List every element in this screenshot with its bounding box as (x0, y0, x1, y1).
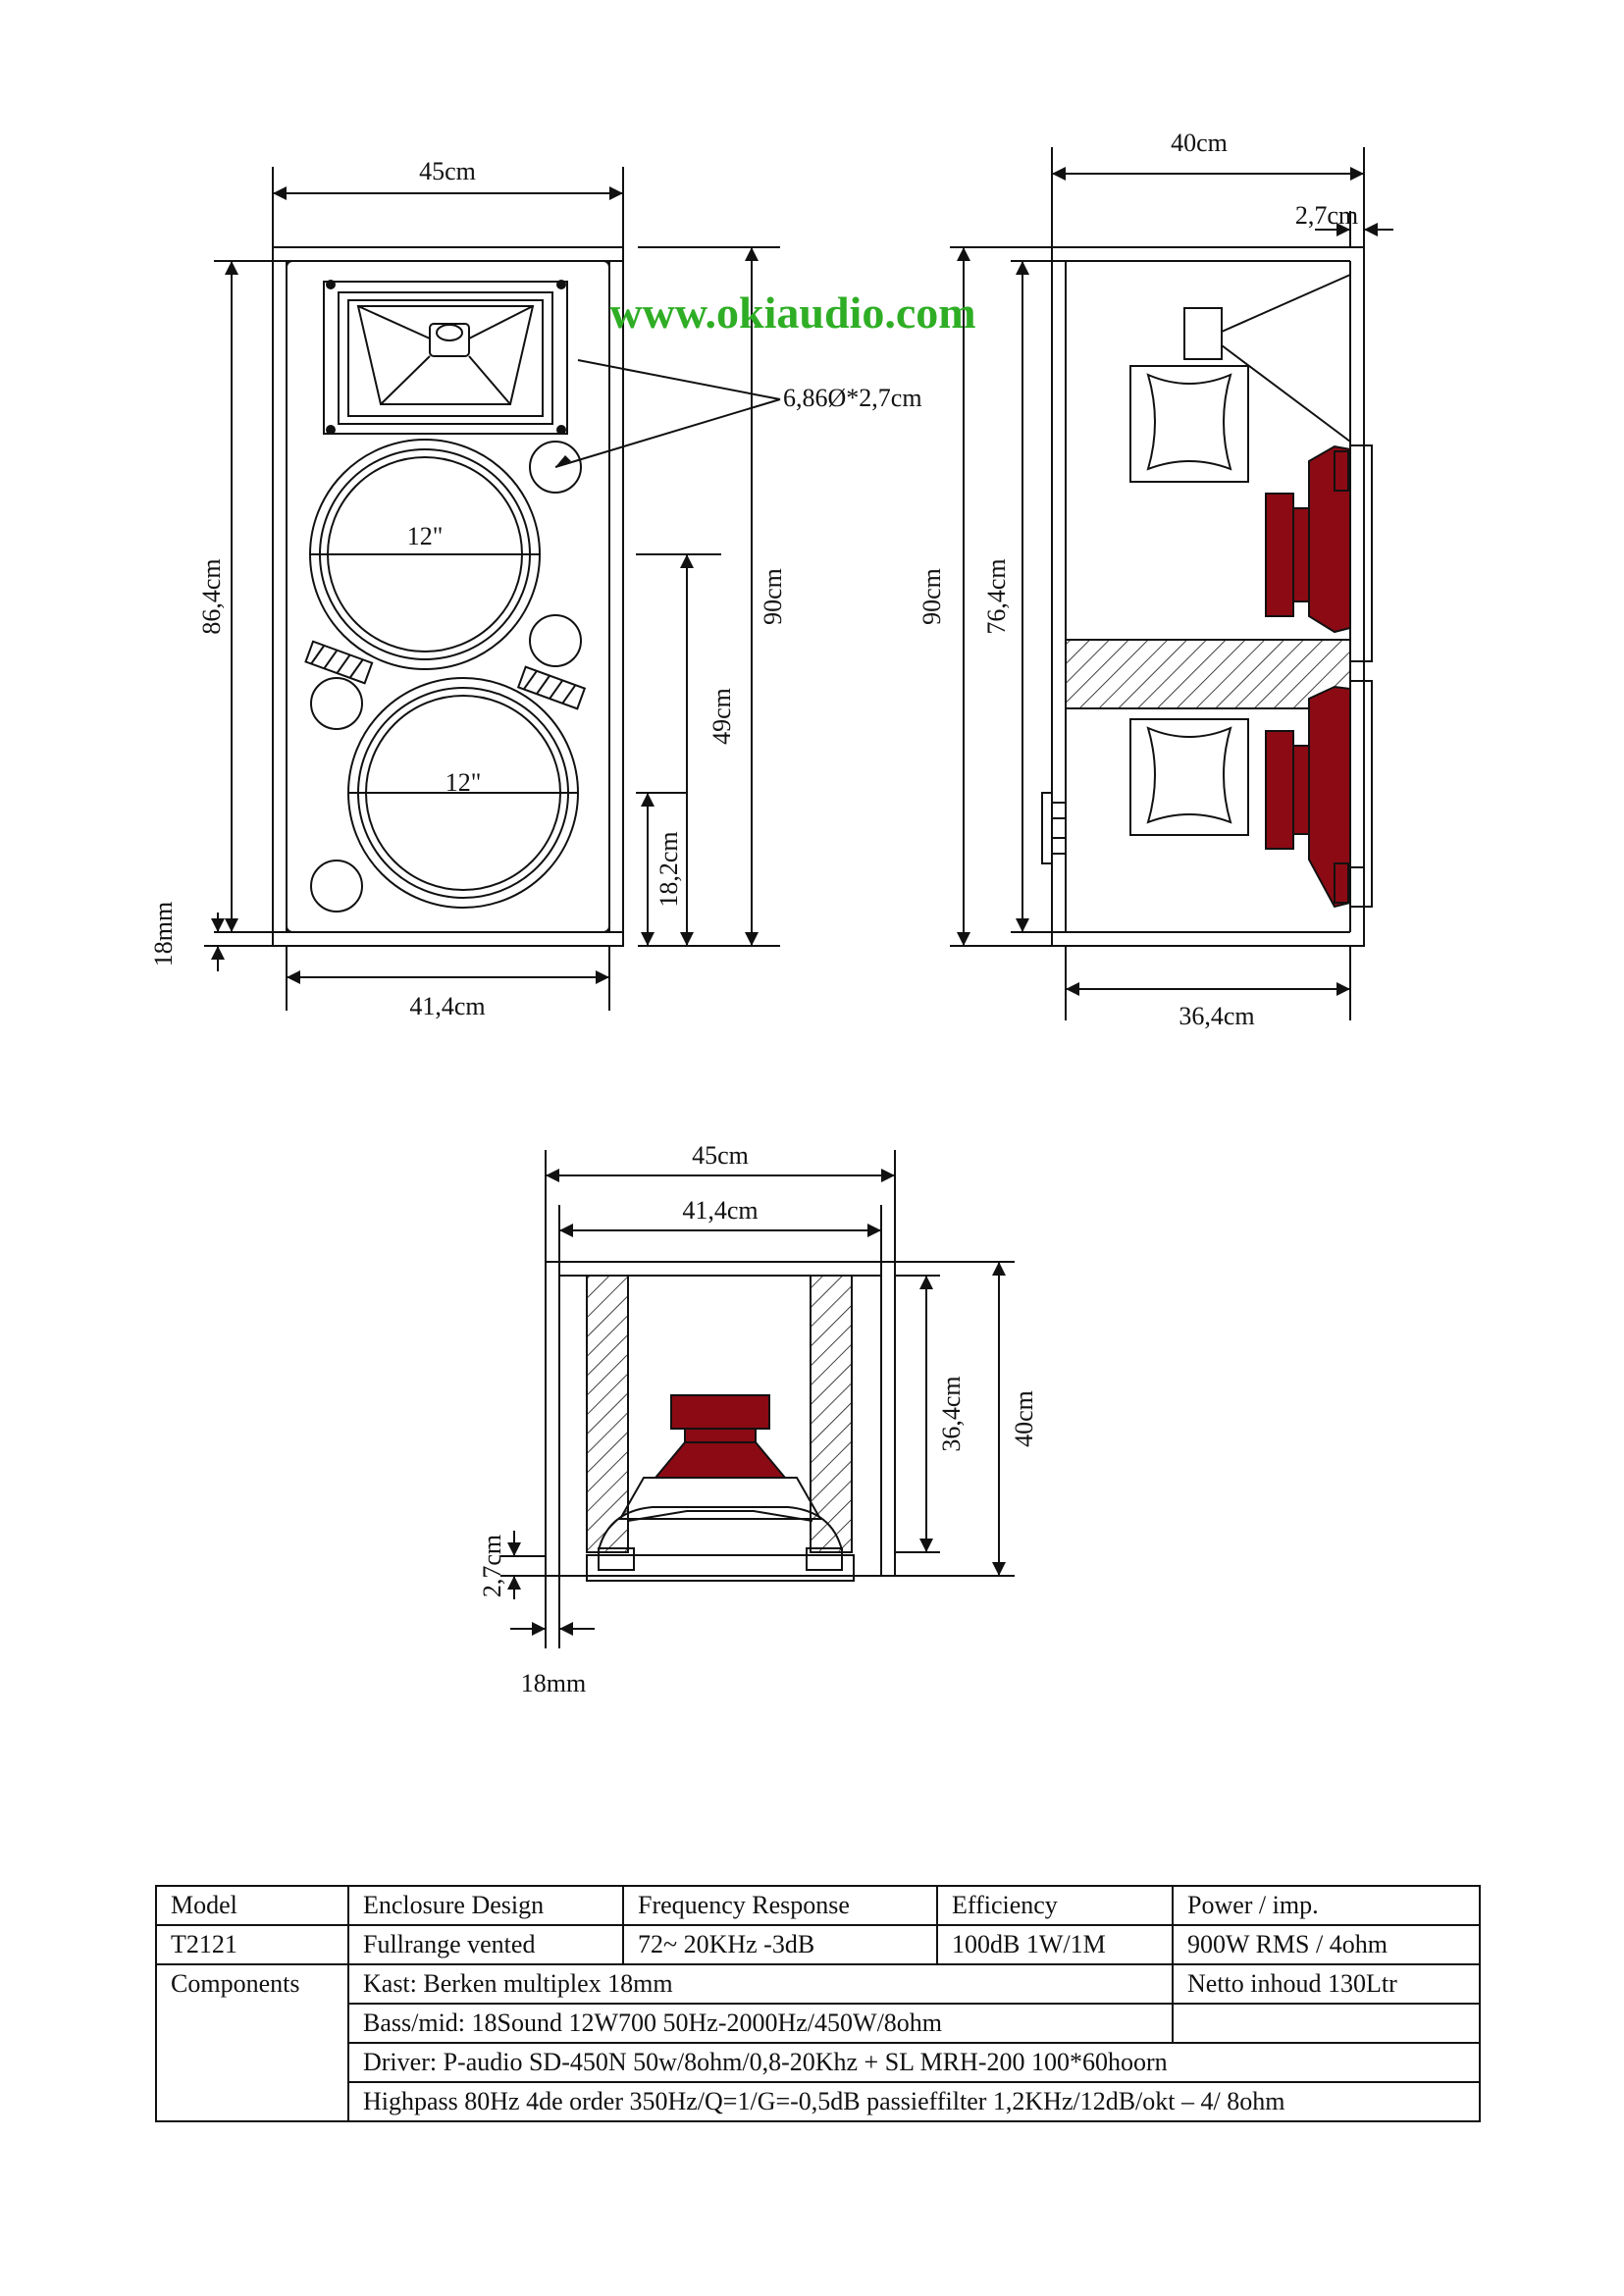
front-width-outer-label: 45cm (419, 157, 476, 185)
side-depth-outer-label: 40cm (1171, 129, 1228, 157)
top-baffle-recess-label: 2,7cm (478, 1534, 506, 1598)
port-spec-leader (578, 360, 780, 399)
value-frequency: 72~ 20KHz -3dB (623, 1925, 937, 1964)
woofer-bottom-size-label: 12" (445, 768, 482, 797)
side-view (950, 147, 1393, 1020)
component-driver: Driver: P-audio SD-450N 50w/8ohm/0,8-20Khz + SL MRH-200 100*60hoorn (348, 2043, 1480, 2082)
woofer-top-size-label: 12" (406, 522, 444, 550)
port-bottom-left (311, 861, 362, 912)
handle-left (306, 642, 373, 684)
components-row-driver (156, 2043, 1480, 2082)
internal-shelf (1066, 640, 1350, 708)
woofer-bottom-side (1266, 687, 1350, 907)
value-model: T2121 (156, 1925, 348, 1964)
handle-right (518, 667, 585, 709)
side-height-inner-label: 76,4cm (982, 558, 1011, 635)
header-enclosure: Enclosure Design (348, 1886, 623, 1925)
compression-driver (1184, 308, 1222, 359)
side-brace-left (587, 1276, 628, 1552)
component-bass-mid: Bass/mid: 18Sound 12W700 50Hz-2000Hz/450W/8ohm (348, 2004, 1173, 2043)
top-depth-inner-label: 36,4cm (937, 1376, 966, 1452)
top-width-inner-label: 41,4cm (682, 1196, 759, 1225)
components-row-bass (156, 2004, 1480, 2043)
header-model: Model (156, 1886, 348, 1925)
side-height-outer-label: 90cm (917, 568, 946, 625)
port-spec-label: 6,86Ø*2,7cm (783, 384, 922, 412)
header-frequency: Frequency Response (623, 1886, 937, 1925)
header-efficiency: Efficiency (937, 1886, 1173, 1925)
value-enclosure: Fullrange vented (348, 1925, 623, 1964)
top-width-outer-label: 45cm (692, 1141, 749, 1170)
value-efficiency: 100dB 1W/1M (937, 1925, 1173, 1964)
front-port-upper-label: 49cm (707, 688, 736, 745)
top-depth-outer-label: 40cm (1010, 1390, 1038, 1447)
side-depth-inner-label: 36,4cm (1179, 1002, 1255, 1030)
port-mid-left (311, 678, 362, 729)
port-mid-right (530, 615, 581, 666)
front-height-inner-label: 86,4cm (197, 558, 226, 635)
component-volume: Netto inhoud 130Ltr (1173, 1964, 1480, 2004)
front-height-outer-label: 90cm (759, 568, 787, 625)
woofer-top (310, 440, 540, 669)
components-row-cabinet (156, 1964, 1480, 2004)
components-label: Components (156, 1964, 348, 2121)
specs-table (155, 1885, 1481, 2122)
value-power: 900W RMS / 4ohm (1173, 1925, 1480, 1964)
front-outer-cabinet (273, 247, 623, 946)
front-width-inner-label: 41,4cm (409, 992, 486, 1020)
rear-terminal (1042, 793, 1052, 863)
woofer-top-side (1266, 446, 1350, 632)
top-panel-thickness-label: 18mm (520, 1669, 587, 1697)
specs-value-row (156, 1925, 1480, 1964)
front-panel-thickness-label: 18mm (149, 901, 178, 967)
component-empty (1173, 2004, 1480, 2043)
front-port-lower-label: 18,2cm (655, 831, 683, 908)
side-baffle-recess-label: 2,7cm (1294, 201, 1359, 230)
watermark: www.okiaudio.com (609, 287, 976, 338)
header-power: Power / imp. (1173, 1886, 1480, 1925)
horn-tweeter (324, 281, 567, 434)
component-highpass: Highpass 80Hz 4de order 350Hz/Q=1/G=-0,5dB passieffilter 1,2KHz/12dB/okt – 4/ 8ohm (348, 2082, 1480, 2121)
components-row-highpass (156, 2082, 1480, 2121)
component-cabinet: Kast: Berken multiplex 18mm (348, 1964, 1173, 2004)
specs-header-row (156, 1886, 1480, 1925)
